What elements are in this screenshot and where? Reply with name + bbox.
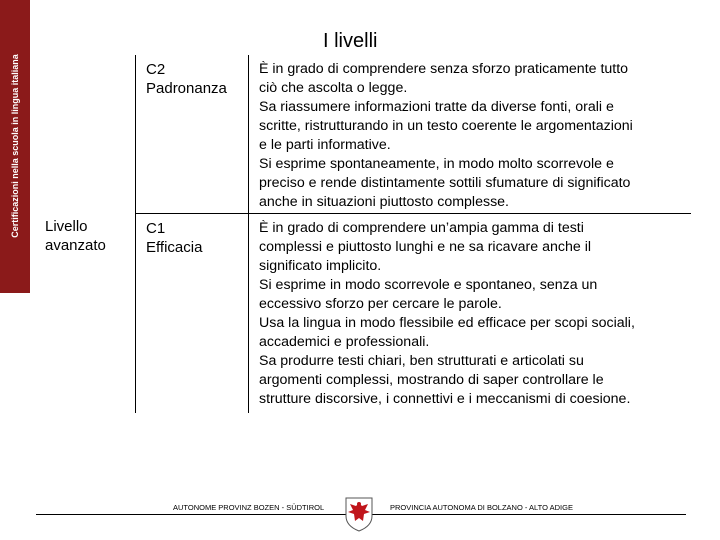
table-divider-middle bbox=[248, 55, 249, 413]
footer-right-text: PROVINCIA AUTONOMA DI BOLZANO - ALTO ADIGE bbox=[390, 503, 573, 512]
row-c2-description: È in grado di comprendere senza sforzo praticamente tutto ciò che ascolta o legge. Sa riassumere informazioni tratte da diverse fonti, orali e scritte, ristrutturando in un testo coerente le argomentazioni e le parti informative. Si esprime spontaneamente, in modo molto scorrevole e preciso e rende distintamente sottili sfumature di significato anche in situazioni piuttosto complesse. bbox=[259, 61, 633, 210]
row-c2-name: Padronanza bbox=[146, 80, 227, 97]
row-c1-level bbox=[146, 219, 202, 257]
level-line-2: avanzato bbox=[45, 237, 106, 254]
eagle-emblem-icon bbox=[344, 496, 374, 532]
footer-left-text: AUTONOME PROVINZ BOZEN - SÜDTIROL bbox=[173, 503, 325, 512]
sidebar-band bbox=[0, 0, 30, 293]
sidebar-label: Certificazioni nella scuola in lingua italiana bbox=[10, 54, 20, 238]
row-c2-code: C2 bbox=[146, 61, 166, 78]
level-line-1: Livello bbox=[45, 218, 88, 235]
row-c1-description: È in grado di comprendere un’ampia gamma di testi complessi e piuttosto lunghi e ne sa ricavare anche il significato implicito. Si esprime in modo scorrevole e spontaneo, senza un eccessivo sforzo per cercare le parole. Usa la lingua in modo flessibile ed efficace per scopi sociali, accademici e professionali. Sa produrre testi chiari, ben strutturati e articolati su argomenti complessi, mostrando di saper controllare le strutture discorsive, i connettivi e i meccanismi di coesione. bbox=[259, 220, 635, 407]
table-divider-left bbox=[135, 55, 136, 413]
row-c1-name: Efficacia bbox=[146, 239, 203, 256]
level-label bbox=[45, 217, 106, 255]
row-c1-code: C1 bbox=[146, 220, 166, 237]
row-c2-level bbox=[146, 60, 227, 98]
row-separator bbox=[136, 213, 691, 214]
page-title: I livelli bbox=[323, 30, 378, 52]
